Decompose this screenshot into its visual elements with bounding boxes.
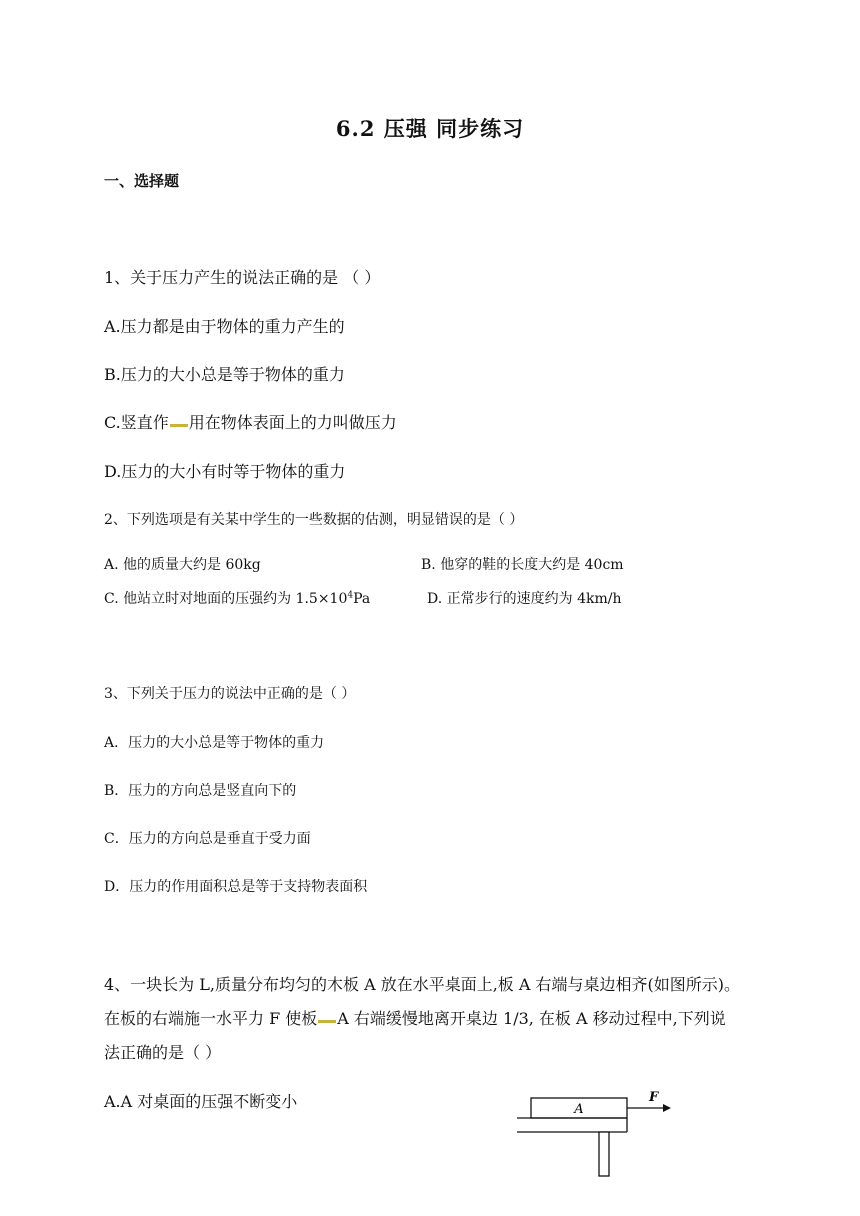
- q1-option-c: [104, 410, 397, 433]
- q3-option-d: D．压力的作用面积总是等于支持物表面积: [104, 879, 368, 895]
- q3-option-c: C．压力的方向总是垂直于受力面: [104, 831, 311, 847]
- q1-option-a: A.压力都是由于物体的重力产生的: [104, 317, 345, 336]
- q2-option-b: B. 他穿的鞋的长度大约是 40cm: [421, 557, 624, 573]
- q1-option-c-pre: C.竖直作: [104, 413, 169, 432]
- q1-option-d: D.压力的大小有时等于物体的重力: [104, 462, 346, 481]
- q4-stem-line1: 4、一块长为 L,质量分布均匀的木板 A 放在水平桌面上,板 A 右端与桌边相齐(如图所示)。: [104, 975, 741, 994]
- table-leg: [599, 1132, 609, 1176]
- q3-option-a: A．压力的大小总是等于物体的重力: [104, 735, 325, 751]
- q2-stem: 2、下列选项是有关某中学生的一些数据的估测，明显错误的是（ ）: [104, 512, 524, 528]
- q2-option-d: D. 正常步行的速度约为 4km/h: [427, 591, 622, 607]
- q4-line2-pre: 在板的右端施一水平力 F 使板: [104, 1009, 318, 1028]
- q1-option-b: B.压力的大小总是等于物体的重力: [104, 365, 345, 384]
- force-label: F: [649, 1090, 659, 1105]
- board-label: A: [574, 1102, 584, 1117]
- q2-option-c-exponent: 4: [347, 590, 354, 601]
- highlight-mark: [170, 424, 188, 427]
- page-title: 6.2 压强 同步练习: [335, 116, 525, 141]
- q4-stem-line2: [104, 1006, 726, 1029]
- q2-option-c-pre: C. 他站立时对地面的压强约为 1.5×10: [104, 591, 348, 607]
- q1-option-c-post: 用在物体表面上的力叫做压力: [188, 413, 397, 432]
- q3-option-b: B．压力的方向总是竖直向下的: [104, 783, 297, 799]
- board-on-table-figure: [517, 1082, 677, 1182]
- q2-option-c: [104, 588, 370, 608]
- q1-stem: 1、关于压力产生的说法正确的是 （ ）: [104, 268, 381, 287]
- q2-option-a: A. 他的质量大约是 60kg: [104, 557, 261, 573]
- q2-option-c-unit: Pa: [353, 591, 371, 607]
- force-arrow-head: [663, 1104, 671, 1112]
- q4-stem-line3: 法正确的是（ ）: [104, 1043, 222, 1062]
- q4-line2-post: A 右端缓慢地离开桌边 1/3, 在板 A 移动过程中,下列说: [337, 1009, 726, 1028]
- section-heading: 一、选择题: [104, 172, 180, 190]
- q3-stem: 3、下列关于压力的说法中正确的是（ ）: [104, 686, 356, 702]
- highlight-mark: [318, 1020, 336, 1023]
- q4-option-a: A.A 对桌面的压强不断变小: [104, 1092, 298, 1111]
